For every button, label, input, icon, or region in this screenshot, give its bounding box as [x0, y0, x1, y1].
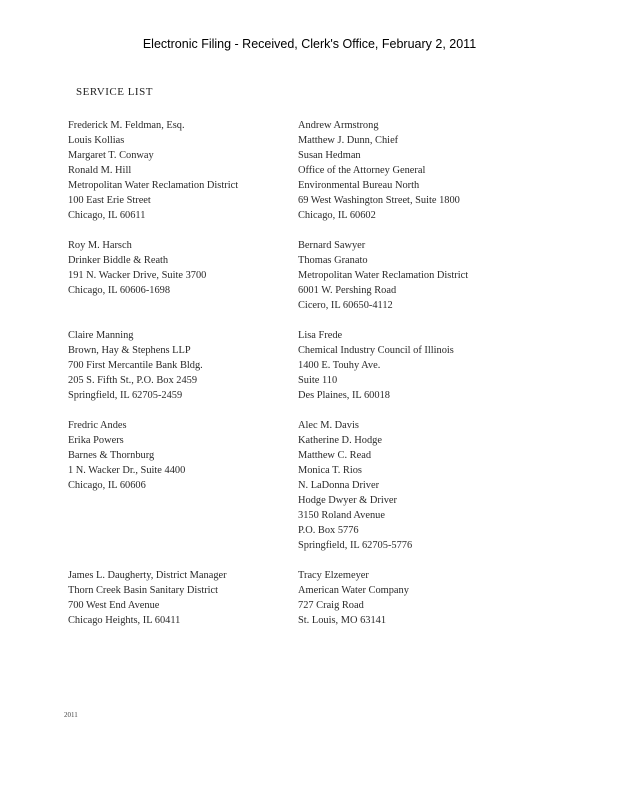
address-line: 69 West Washington Street, Suite 1800: [298, 195, 460, 206]
address-line: 3150 Roland Avenue: [298, 510, 385, 521]
left-address-block: [68, 568, 318, 628]
address-line: Matthew J. Dunn, Chief: [298, 135, 399, 146]
address-line: 205 S. Fifth St., P.O. Box 2459: [68, 375, 198, 386]
address-line: Katherine D. Hodge: [298, 435, 382, 446]
address-line: Environmental Bureau North: [298, 180, 420, 191]
address-line: 6001 W. Pershing Road: [298, 285, 397, 296]
filing-stamp-header: Electronic Filing - Received, Clerk's Office, February 2, 2011: [142, 37, 477, 51]
address-line: Thomas Granato: [298, 255, 368, 266]
address-line: Claire Manning: [68, 330, 134, 341]
right-address-block: [298, 568, 548, 628]
address-line: Suite 110: [298, 375, 338, 386]
address-line: Ronald M. Hill: [68, 165, 132, 176]
right-address-block: [298, 418, 548, 553]
address-line: St. Louis, MO 63141: [298, 615, 387, 626]
address-line: Thorn Creek Basin Sanitary District: [68, 585, 219, 596]
right-address-block: [298, 118, 548, 223]
address-line: 700 First Mercantile Bank Bldg.: [68, 360, 203, 371]
address-line: Chicago, IL 60602: [298, 210, 376, 221]
address-line: Roy M. Harsch: [68, 240, 132, 251]
address-line: Metropolitan Water Reclamation District: [68, 180, 239, 191]
address-line: Frederick M. Feldman, Esq.: [68, 120, 185, 131]
address-line: American Water Company: [298, 585, 409, 596]
address-line: Chicago, IL 60606-1698: [68, 285, 171, 296]
address-line: Drinker Biddle & Reath: [68, 255, 169, 266]
address-line: 1400 E. Touhy Ave.: [298, 360, 381, 371]
address-line: James L. Daugherty, District Manager: [68, 570, 227, 581]
address-line: Margaret T. Conway: [68, 150, 154, 161]
address-line: P.O. Box 5776: [298, 525, 359, 536]
address-line: Chemical Industry Council of Illinois: [298, 345, 454, 356]
address-line: Lisa Frede: [298, 330, 343, 341]
address-line: Brown, Hay & Stephens LLP: [68, 345, 191, 356]
address-line: Metropolitan Water Reclamation District: [298, 270, 469, 281]
address-line: Matthew C. Read: [298, 450, 372, 461]
address-line: 1 N. Wacker Dr., Suite 4400: [68, 465, 186, 476]
address-line: 191 N. Wacker Drive, Suite 3700: [68, 270, 207, 281]
address-line: Barnes & Thornburg: [68, 450, 155, 461]
address-line: Springfield, IL 62705-5776: [298, 540, 413, 551]
address-line: Chicago Heights, IL 60411: [68, 615, 181, 626]
left-address-block: [68, 238, 318, 298]
left-address-block: [68, 118, 318, 223]
address-line: Chicago, IL 60611: [68, 210, 146, 221]
address-line: Office of the Attorney General: [298, 165, 426, 176]
address-line: Springfield, IL 62705-2459: [68, 390, 183, 401]
address-line: Bernard Sawyer: [298, 240, 366, 251]
address-line: Hodge Dwyer & Driver: [298, 495, 397, 506]
address-line: Susan Hedman: [298, 150, 361, 161]
address-line: Chicago, IL 60606: [68, 480, 146, 491]
address-line: Fredric Andes: [68, 420, 127, 431]
right-address-block: [298, 328, 548, 403]
address-line: N. LaDonna Driver: [298, 480, 380, 491]
service-list-title: SERVICE LIST: [76, 86, 153, 98]
left-address-block: [68, 328, 318, 403]
address-line: 727 Craig Road: [298, 600, 364, 611]
address-line: Monica T. Rios: [298, 465, 362, 476]
address-line: Des Plaines, IL 60018: [298, 390, 390, 401]
address-line: Andrew Armstrong: [298, 120, 379, 131]
address-line: 100 East Erie Street: [68, 195, 151, 206]
address-line: Alec M. Davis: [298, 420, 359, 431]
address-line: Louis Kollias: [68, 135, 125, 146]
address-line: Erika Powers: [68, 435, 124, 446]
right-address-block: [298, 238, 548, 313]
address-line: Cicero, IL 60650-4112: [298, 300, 393, 311]
address-line: 700 West End Avenue: [68, 600, 160, 611]
footer-tag: 2011: [64, 711, 78, 719]
left-address-block: [68, 418, 318, 493]
address-line: Tracy Elzemeyer: [298, 570, 369, 581]
